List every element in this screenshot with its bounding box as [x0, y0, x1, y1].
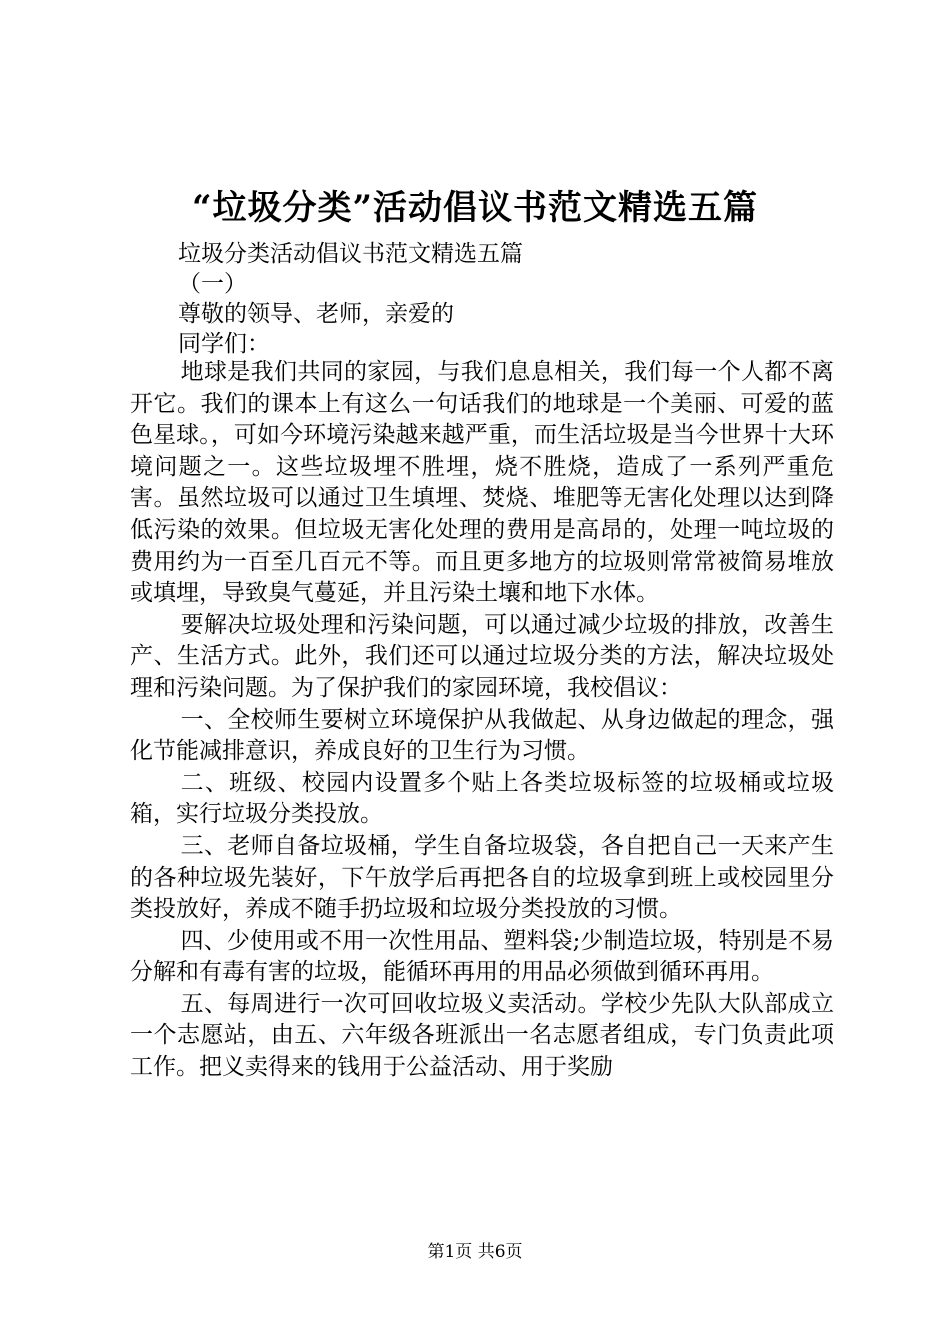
section-label: （一）: [178, 271, 247, 297]
page-indicator: 第1页 共6页: [427, 1242, 523, 1262]
body-paragraph: 三、老师自备垃圾桶，学生自备垃圾袋，各自把自己一天来产生的各种垃圾先装好，下午放学后再把各自的垃圾拿到班上或校园里分类投放好，养成不随手扔垃圾和垃圾分类投放的习惯。: [130, 832, 834, 923]
greeting-line: 同学们：: [178, 331, 270, 357]
document-title: “垃圾分类”活动倡议书范文精选五篇: [191, 188, 759, 228]
body-paragraph: 五、每周进行一次可回收垃圾义卖活动。学校少先队大队部成立一个志愿站，由五、六年级各班派出一名志愿者组成，专门负责此项工作。把义卖得来的钱用于公益活动、用于奖励: [130, 990, 834, 1081]
body-paragraph: 要解决垃圾处理和污染问题，可以通过减少垃圾的排放，改善生产、生活方式。此外，我们还可以通过垃圾分类的方法，解决垃圾处理和污染问题。为了保护我们的家园环境，我校倡议：: [130, 611, 834, 701]
body-paragraph: 四、少使用或不用一次性用品、塑料袋;少制造垃圾，特别是不易分解和有毒有害的垃圾，能循环再用的用品必须做到循环再用。: [130, 927, 834, 986]
document-subtitle: 垃圾分类活动倡议书范文精选五篇: [178, 241, 523, 267]
body-paragraph: 地球是我们共同的家园，与我们息息相关，我们每一个人都不离开它。我们的课本上有这么一句话我们的地球是一个美丽、可爱的蓝色星球。，可如今环境污染越来越严重，而生活垃圾是当今世界十大环境问题之一。这些垃圾埋不胜埋，烧不胜烧，造成了一系列严重危害。虽然垃圾可以通过卫生填埋、焚烧、堆肥等无害化处理以达到降低污染的效果。但垃圾无害化处理的费用是高昂的，处理一吨垃圾的费用约为一百至几百元不等。而且更多地方的垃圾则常常被简易堆放或填埋，导致臭气蔓延，并且污染土壤和地下水体。: [130, 359, 834, 607]
body-paragraph: 二、班级、校园内设置多个贴上各类垃圾标签的垃圾桶或垃圾箱，实行垃圾分类投放。: [130, 769, 834, 828]
body-paragraph: 一、全校师生要树立环境保护从我做起、从身边做起的理念，强化节能减排意识，养成良好的卫生行为习惯。: [130, 706, 834, 765]
document-body: [130, 357, 834, 1084]
greeting-line: 尊敬的领导、老师，亲爱的: [178, 301, 454, 327]
